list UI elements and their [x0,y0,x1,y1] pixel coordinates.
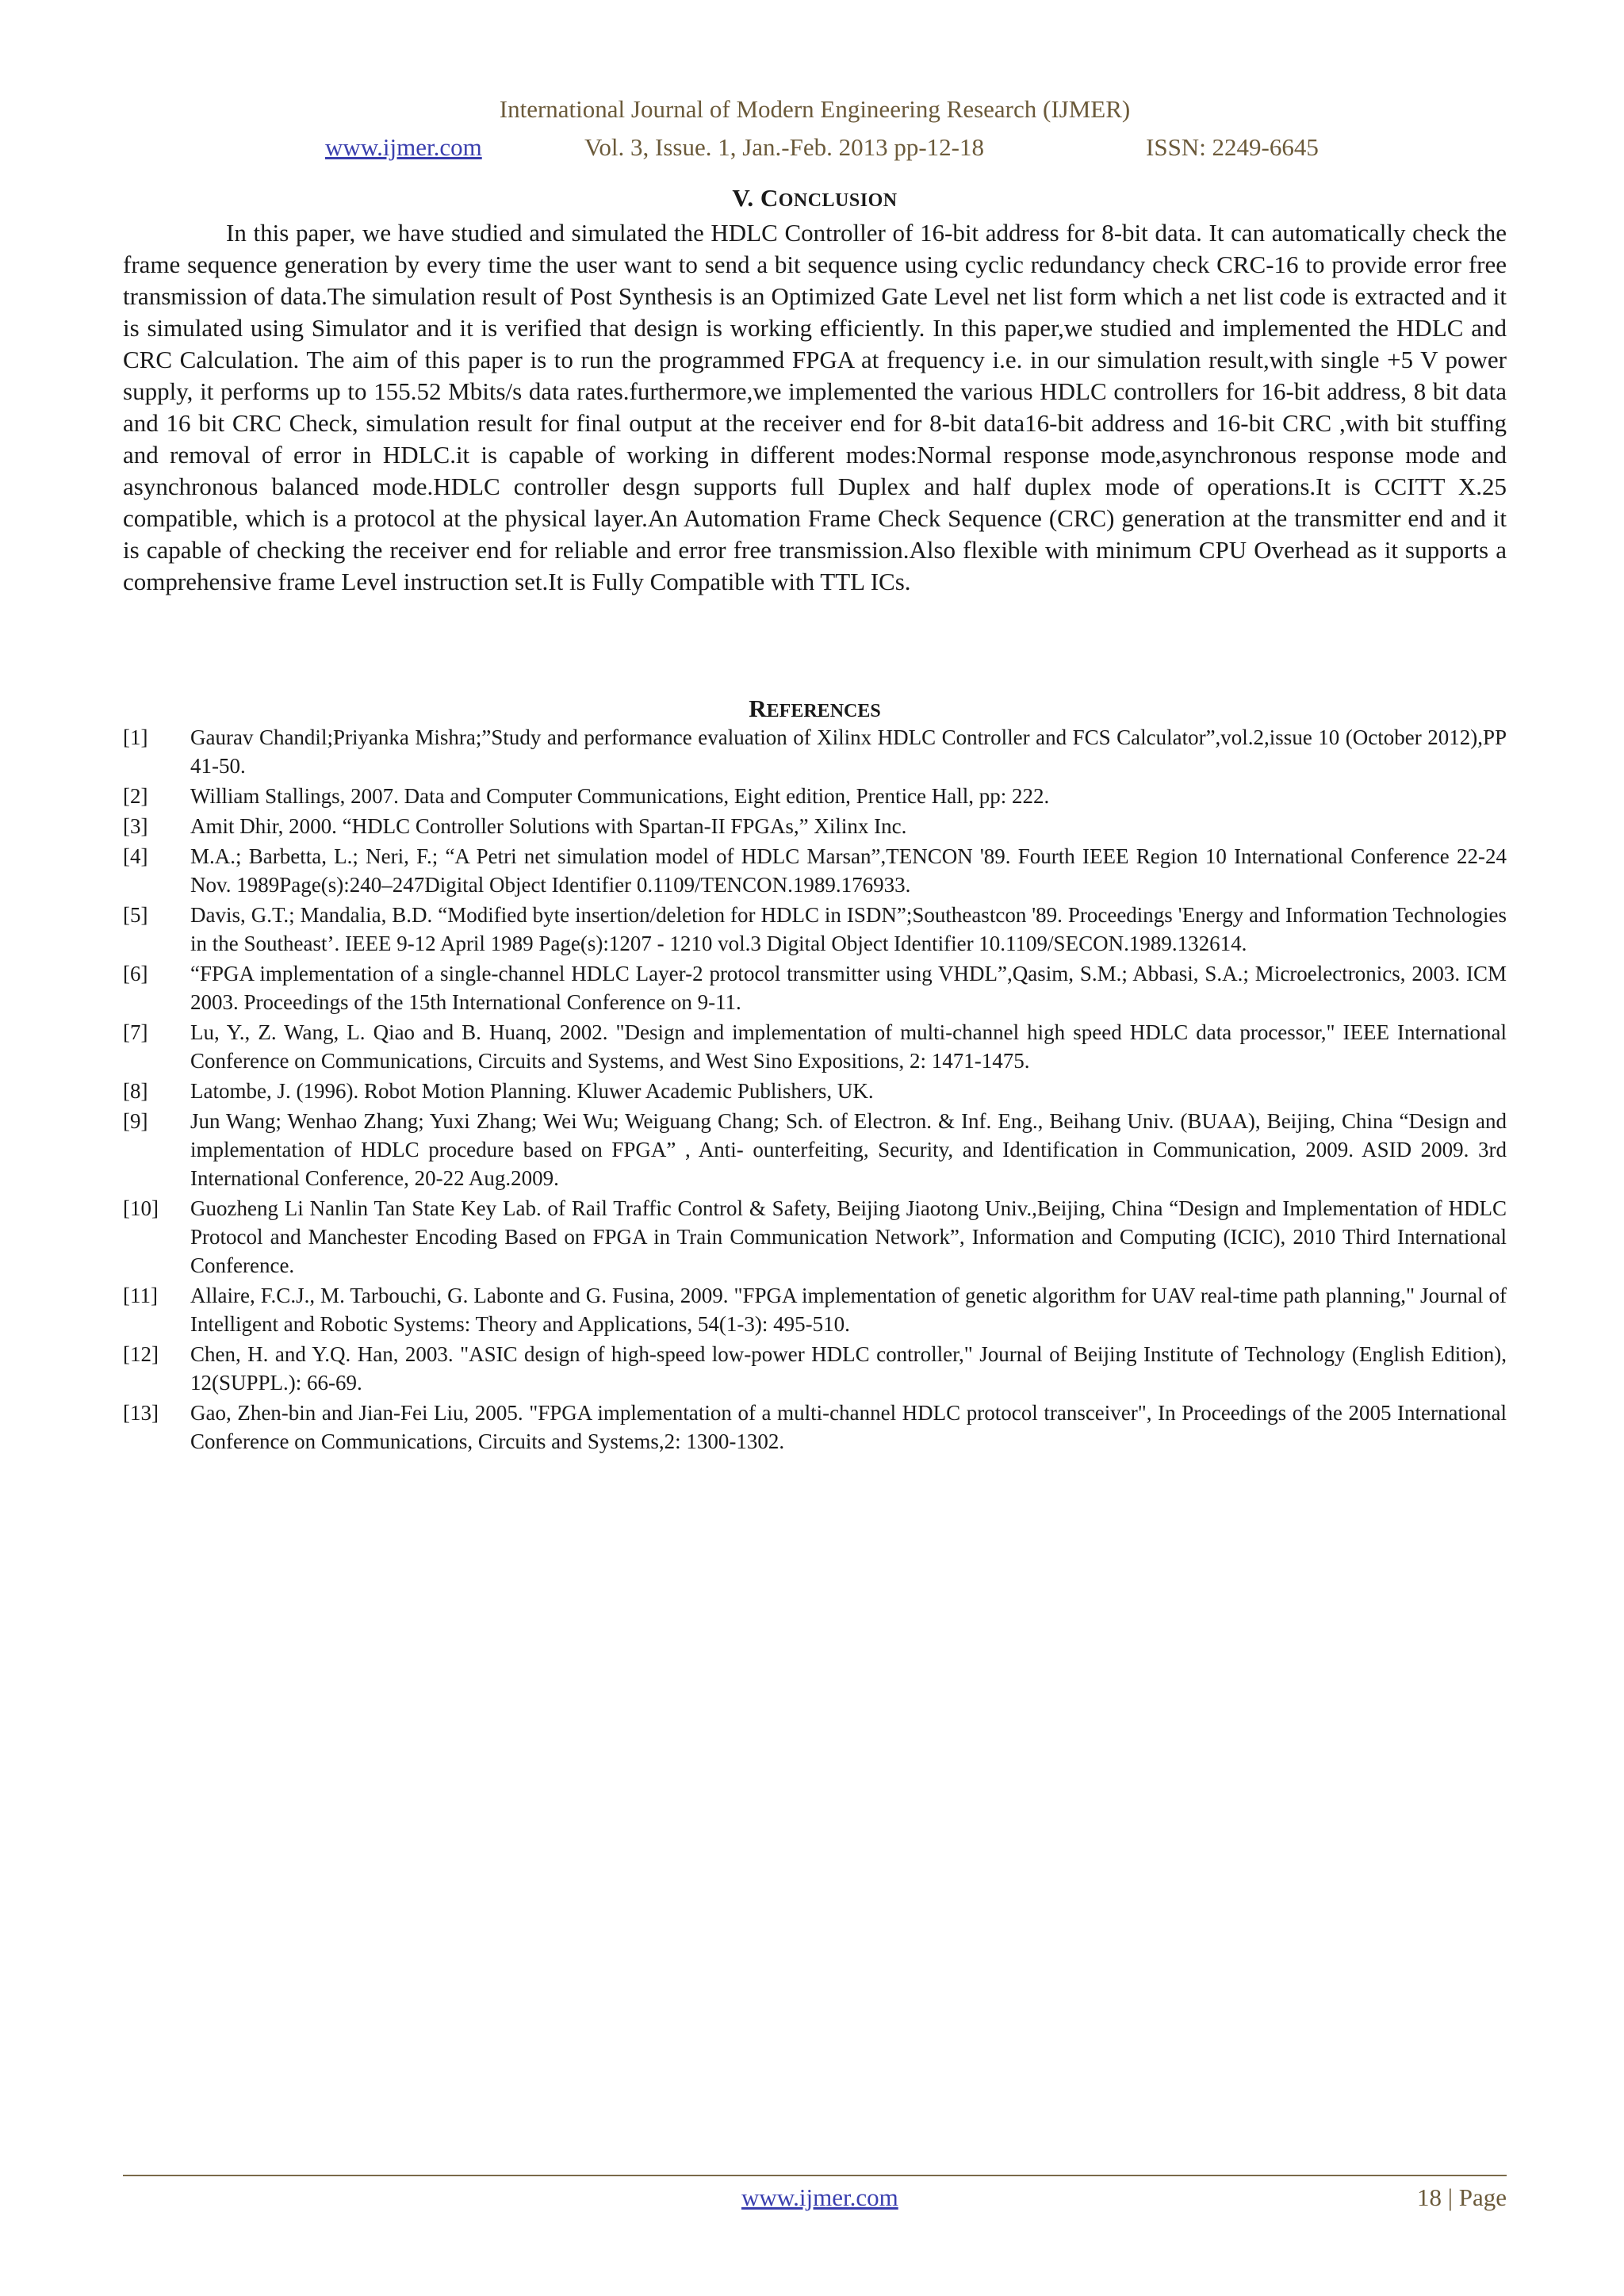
reference-text: Jun Wang; Wenhao Zhang; Yuxi Zhang; Wei Wu; Weiguang Chang; Sch. of Electron. & Inf. Eng., Beihang Univ. (BUAA), Beijing, China “Design and implementation of HDLC procedure based on FPGA” , Anti- ounterfeiting, Security, and Identification in Communication, 2009. ASID 2009. 3rd International Conference, 20-22 Aug.2009. [190,1109,1507,1190]
reference-text: William Stallings, 2007. Data and Computer Communications, Eight edition, Prentice Hall, pp: 222. [190,784,1050,808]
reference-text: Davis, G.T.; Mandalia, B.D. “Modified byte insertion/deletion for HDLC in ISDN”;Southeastcon '89. Proceedings 'Energy and Information Technologies in the Southeast’. IEEE 9-12 April 1989 Page(s):1207 - 1210 vol.3 Digital Object Identifier 10.1109/SECON.1989.132614. [190,903,1507,955]
reference-number: [4] [123,844,148,868]
reference-number: [11] [123,1284,158,1307]
journal-website-link[interactable]: www.ijmer.com [325,133,482,161]
conclusion-title-rest: ONCLUSION [778,190,898,211]
reference-text: Lu, Y., Z. Wang, L. Qiao and B. Huanq, 2002. "Design and implementation of multi-channel high speed HDLC data processor," IEEE International Conference on Communications, Circuits and Systems, and West Sino Expositions, 2: 1471-1475. [190,1020,1507,1073]
reference-text: Chen, H. and Y.Q. Han, 2003. "ASIC design of high-speed low-power HDLC controller," Journal of Beijing Institute of Technology (English Edition), 12(SUPPL.): 66-69. [190,1342,1507,1395]
reference-number: [7] [123,1020,148,1044]
footer-website-link[interactable]: www.ijmer.com [741,2183,898,2211]
reference-item [123,812,1507,840]
reference-item [123,1340,1507,1397]
conclusion-body: In this paper, we have studied and simulated the HDLC Controller of 16-bit address for 8-bit data. It can automatically check the frame sequence generation by every time the user want to send a bit sequence using cyclic redundancy check CRC-16 to provide error free transmission of data.The simulation result of Post Synthesis is an Optimized Gate Level net list form which a net list code is extracted and it is simulated using Simulator and it is verified that design is working efficiently. In this paper,we studied and implemented the HDLC and CRC Calculation. The aim of this paper is to run the programmed FPGA at frequency i.e. in our simulation result,with single +5 V power supply, it performs up to 155.52 Mbits/s data rates.furthermore,we implemented the various HDLC controllers for 16-bit address, 8 bit data and 16 bit CRC Check, simulation result for final output at the receiver end for 8-bit data16-bit address and 16-bit CRC ,with bit stuffing and removal of error in HDLC.it is capable of working in different modes:Normal response mode,asynchronous response mode and asynchronous balanced mode.HDLC controller desgn supports full Duplex and half duplex mode of operations.It is CCITT X.25 compatible, which is a protocol at the physical layer.An Automation Frame Check Sequence (CRC) generation at the transmitter end and it is capable of checking the receiver end for reliable and error free transmission.Also flexible with minimum CPU Overhead as it supports a comprehensive frame Level instruction set.It is Fully Compatible with TTL ICs. [123,219,1507,595]
reference-item [123,959,1507,1016]
reference-item [123,723,1507,780]
reference-number: [13] [123,1401,159,1425]
references-title-rest: EFERENCES [766,701,881,721]
conclusion-heading [123,182,1507,216]
references-title-initial: R [749,695,767,722]
reference-number: [1] [123,725,148,749]
reference-number: [5] [123,903,148,927]
reference-item [123,1018,1507,1075]
reference-number: [3] [123,814,148,838]
reference-number: [2] [123,784,148,808]
reference-text: Gaurav Chandil;Priyanka Mishra;”Study and performance evaluation of Xilinx HDLC Controller and FCS Calculator”,vol.2,issue 10 (October 2012),PP 41-50. [190,725,1507,778]
reference-item [123,1281,1507,1338]
footer-divider [123,2175,1507,2176]
reference-number: [9] [123,1109,148,1133]
reference-list [123,723,1507,1457]
reference-text: “FPGA implementation of a single-channel HDLC Layer-2 protocol transmitter using VHDL”,Qasim, S.M.; Abbasi, S.A.; Microelectronics, 2003. ICM 2003. Proceedings of the 15th International Conference on 9-11. [190,962,1507,1014]
conclusion-title-initial: C [760,184,779,212]
reference-item [123,842,1507,899]
reference-number: [8] [123,1079,148,1103]
journal-issn: ISSN: 2249-6645 [1146,133,1319,161]
reference-text: Latombe, J. (1996). Robot Motion Planning. Kluwer Academic Publishers, UK. [190,1079,874,1103]
reference-item [123,1194,1507,1280]
journal-volume: Vol. 3, Issue. 1, Jan.-Feb. 2013 pp-12-18 [584,133,985,161]
reference-number: [10] [123,1196,159,1220]
reference-text: Guozheng Li Nanlin Tan State Key Lab. of Rail Traffic Control & Safety, Beijing Jiaotong Univ.,Beijing, China “Design and Implementation of HDLC Protocol and Manchester Encoding Based on FPGA in Train Communication Network”, Information and Computing (ICIC), 2010 Third International Conference. [190,1196,1507,1277]
reference-text: Amit Dhir, 2000. “HDLC Controller Solutions with Spartan-II FPGAs,” Xilinx Inc. [190,814,907,838]
references-heading [123,693,1507,727]
reference-text: M.A.; Barbetta, L.; Neri, F.; “A Petri net simulation model of HDLC Marsan”,TENCON '89. Fourth IEEE Region 10 International Conference 22-24 Nov. 1989Page(s):240–247Digital Object Identifier 0.1109/TENCON.1989.176933. [190,844,1507,897]
page-number: 18 | Page [1417,2183,1507,2211]
journal-title: International Journal of Modern Engineering Research (IJMER) [499,95,1131,123]
reference-item [123,782,1507,810]
reference-item [123,1107,1507,1192]
conclusion-number: V. [732,184,754,212]
reference-text: Gao, Zhen-bin and Jian-Fei Liu, 2005. "FPGA implementation of a multi-channel HDLC protocol transceiver", In Proceedings of the 2005 International Conference on Communications, Circuits and Systems,2: 1300-1302. [190,1401,1507,1453]
reference-number: [12] [123,1342,159,1366]
reference-item [123,1399,1507,1456]
reference-item [123,1077,1507,1105]
reference-number: [6] [123,962,148,985]
journal-meta-line [0,132,1624,163]
reference-item [123,901,1507,958]
reference-text: Allaire, F.C.J., M. Tarbouchi, G. Labonte and G. Fusina, 2009. "FPGA implementation of genetic algorithm for UAV real-time path planning," Journal of Intelligent and Robotic Systems: Theory and Applications, 54(1-3): 495-510. [190,1284,1507,1336]
